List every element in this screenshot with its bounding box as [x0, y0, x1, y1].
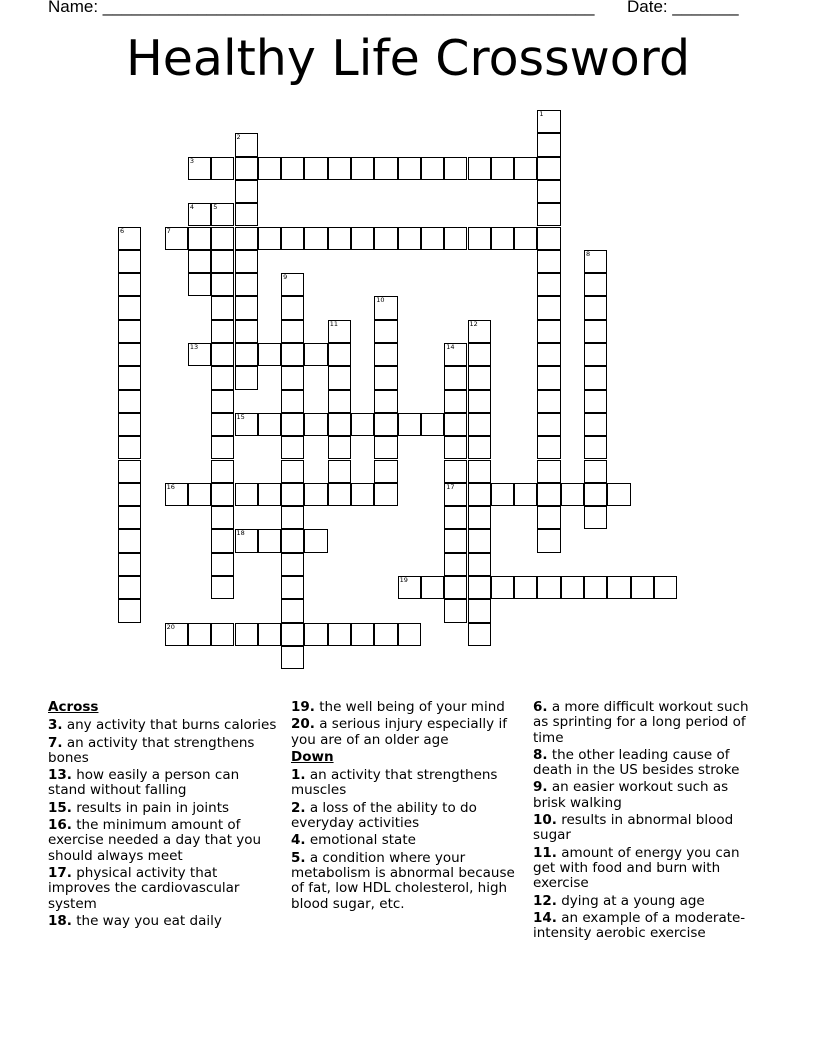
clue-number: 10. — [533, 812, 557, 829]
grid-cell[interactable] — [537, 506, 560, 529]
grid-cell[interactable] — [561, 576, 584, 599]
grid-cell[interactable] — [258, 413, 281, 436]
cell-number: 13 — [189, 343, 199, 351]
grid-cell[interactable] — [584, 273, 607, 296]
grid-cell[interactable] — [281, 273, 304, 296]
grid-cell[interactable] — [281, 157, 304, 180]
grid-cell[interactable] — [351, 413, 374, 436]
grid-cell[interactable] — [304, 343, 327, 366]
grid-cell[interactable] — [235, 366, 258, 389]
grid-cell[interactable] — [468, 157, 491, 180]
clue-number: 8. — [533, 746, 548, 763]
grid-cell[interactable] — [328, 343, 351, 366]
grid-cell[interactable] — [537, 227, 560, 250]
grid-cell[interactable] — [281, 227, 304, 250]
grid-cell[interactable] — [491, 227, 514, 250]
grid-cell[interactable] — [258, 343, 281, 366]
grid-cell[interactable] — [374, 390, 397, 413]
clue-down-12 — [533, 894, 758, 909]
grid-cell[interactable] — [654, 576, 677, 599]
clue-text: the well being of your mind — [319, 699, 505, 715]
cell-number: 4 — [189, 203, 195, 212]
cell-number: 16 — [166, 482, 175, 491]
grid-cell[interactable] — [444, 460, 467, 483]
grid-cell[interactable] — [537, 576, 560, 599]
clue-down-2 — [291, 801, 523, 832]
grid-cell[interactable] — [118, 483, 141, 506]
grid-cell[interactable] — [211, 460, 234, 483]
grid-cell[interactable] — [444, 436, 467, 459]
grid-cell[interactable] — [537, 157, 560, 180]
clue-number: 20. — [291, 716, 315, 733]
grid-cell[interactable] — [118, 599, 141, 622]
grid-cell[interactable] — [328, 227, 351, 250]
grid-cell[interactable] — [281, 553, 304, 576]
cell-number: 17 — [446, 482, 455, 491]
grid-cell[interactable] — [491, 576, 514, 599]
grid-cell[interactable] — [421, 413, 444, 436]
clue-number: 2. — [291, 799, 306, 816]
clue-number: 5. — [291, 849, 306, 866]
grid-cell[interactable] — [444, 529, 467, 552]
grid-cell[interactable] — [491, 157, 514, 180]
grid-cell[interactable] — [537, 110, 560, 133]
clue-number: 1. — [291, 767, 306, 784]
grid-cell[interactable] — [514, 227, 537, 250]
grid-cell[interactable] — [584, 320, 607, 343]
clue-number: 15. — [48, 799, 72, 816]
grid-cell[interactable] — [584, 436, 607, 459]
grid-cell[interactable] — [235, 157, 258, 180]
grid-cell[interactable] — [537, 133, 560, 156]
grid-cell[interactable] — [584, 413, 607, 436]
clue-text: the other leading cause of death in the US besides stroke — [533, 746, 740, 779]
grid-cell[interactable] — [468, 553, 491, 576]
grid-cell[interactable] — [351, 623, 374, 646]
grid-cell[interactable] — [118, 320, 141, 343]
grid-cell[interactable] — [281, 623, 304, 646]
grid-cell[interactable] — [468, 599, 491, 622]
grid-cell[interactable] — [537, 390, 560, 413]
grid-cell[interactable] — [118, 227, 141, 250]
clue-text: how easily a person can stand without falling — [48, 767, 240, 799]
grid-cell[interactable] — [374, 227, 397, 250]
grid-cell[interactable] — [118, 273, 141, 296]
grid-cell[interactable] — [444, 366, 467, 389]
grid-cell[interactable] — [188, 227, 211, 250]
clue-down-14 — [533, 911, 758, 942]
grid-cell[interactable] — [281, 506, 304, 529]
clue-down-11 — [533, 846, 758, 892]
clue-text: a condition where your metabolism is abnormal because of fat, low HDL cholesterol, high blood sugar, etc. — [291, 849, 515, 912]
clue-down-4 — [291, 833, 523, 848]
clue-down-1 — [291, 768, 523, 799]
grid-cell[interactable] — [351, 483, 374, 506]
grid-cell[interactable] — [351, 227, 374, 250]
grid-cell[interactable] — [514, 483, 537, 506]
grid-cell[interactable] — [304, 413, 327, 436]
grid-cell[interactable] — [468, 320, 491, 343]
clue-column-2 — [291, 700, 523, 914]
page-title: Healthy Life Crossword — [125, 30, 691, 87]
grid-cell[interactable] — [165, 623, 188, 646]
clue-across-18 — [48, 914, 278, 929]
grid-cell[interactable] — [444, 483, 467, 506]
cell-number: 3 — [189, 156, 195, 165]
grid-cell[interactable] — [468, 506, 491, 529]
grid-cell[interactable] — [514, 157, 537, 180]
grid-cell[interactable] — [235, 273, 258, 296]
grid-cell[interactable] — [328, 157, 351, 180]
grid-cell[interactable] — [211, 413, 234, 436]
grid-cell[interactable] — [258, 623, 281, 646]
cell-number: 15 — [236, 412, 245, 421]
grid-cell[interactable] — [537, 180, 560, 203]
clue-across-7 — [48, 736, 278, 767]
grid-cell[interactable] — [235, 529, 258, 552]
clue-number: 19. — [291, 699, 315, 715]
clue-column-1 — [48, 700, 278, 931]
grid-cell[interactable] — [281, 599, 304, 622]
clue-text: an example of a moderate-intensity aerobic exercise — [533, 909, 746, 942]
clue-number: 6. — [533, 699, 548, 715]
clue-text: results in abnormal blood sugar — [533, 812, 734, 844]
grid-cell[interactable] — [421, 157, 444, 180]
grid-cell[interactable] — [374, 413, 397, 436]
grid-cell[interactable] — [211, 227, 234, 250]
grid-cell[interactable] — [584, 506, 607, 529]
grid-cell[interactable] — [398, 157, 421, 180]
grid-cell[interactable] — [374, 460, 397, 483]
grid-cell[interactable] — [281, 576, 304, 599]
clue-text: amount of energy you can get with food and burn with exercise — [533, 844, 740, 892]
clue-text: the minimum amount of exercise needed a day that you should always meet — [48, 817, 262, 864]
grid-cell[interactable] — [211, 250, 234, 273]
grid-cell[interactable] — [165, 483, 188, 506]
clue-number: 4. — [291, 832, 306, 849]
grid-cell[interactable] — [258, 529, 281, 552]
grid-cell[interactable] — [188, 623, 211, 646]
clue-across-13 — [48, 768, 278, 799]
grid-cell[interactable] — [584, 343, 607, 366]
grid-cell[interactable] — [584, 250, 607, 273]
grid-cell[interactable] — [537, 320, 560, 343]
grid-cell[interactable] — [118, 529, 141, 552]
grid-cell[interactable] — [537, 366, 560, 389]
grid-cell[interactable] — [281, 529, 304, 552]
grid-cell[interactable] — [118, 250, 141, 273]
grid-cell[interactable] — [514, 576, 537, 599]
grid-cell[interactable] — [468, 460, 491, 483]
grid-cell[interactable] — [584, 483, 607, 506]
grid-cell[interactable] — [584, 366, 607, 389]
grid-cell[interactable] — [118, 296, 141, 319]
grid-cell[interactable] — [235, 483, 258, 506]
grid-cell[interactable] — [211, 576, 234, 599]
grid-cell[interactable] — [304, 227, 327, 250]
grid-cell[interactable] — [444, 343, 467, 366]
clue-across-3 — [48, 718, 278, 733]
grid-cell[interactable] — [328, 390, 351, 413]
clue-number: 7. — [48, 734, 63, 751]
grid-cell[interactable] — [211, 529, 234, 552]
clue-text: an activity that strengthens bones — [48, 734, 255, 766]
grid-cell[interactable] — [468, 529, 491, 552]
grid-cell[interactable] — [537, 460, 560, 483]
grid-cell[interactable] — [235, 343, 258, 366]
grid-cell[interactable] — [328, 623, 351, 646]
grid-cell[interactable] — [188, 203, 211, 226]
grid-cell[interactable] — [211, 203, 234, 226]
grid-cell[interactable] — [281, 343, 304, 366]
grid-cell[interactable] — [537, 343, 560, 366]
cell-number: 11 — [329, 319, 338, 328]
grid-cell[interactable] — [211, 320, 234, 343]
grid-cell[interactable] — [211, 483, 234, 506]
grid-cell[interactable] — [328, 320, 351, 343]
clue-number: 14. — [533, 909, 557, 926]
grid-cell[interactable] — [281, 483, 304, 506]
grid-cell[interactable] — [374, 483, 397, 506]
grid-cell[interactable] — [374, 436, 397, 459]
grid-cell[interactable] — [188, 250, 211, 273]
cell-number: 5 — [213, 203, 218, 212]
grid-cell[interactable] — [374, 296, 397, 319]
grid-cell[interactable] — [118, 553, 141, 576]
grid-cell[interactable] — [468, 366, 491, 389]
grid-cell[interactable] — [374, 343, 397, 366]
grid-cell[interactable] — [211, 273, 234, 296]
cell-number: 9 — [283, 273, 288, 282]
grid-cell[interactable] — [374, 366, 397, 389]
grid-cell[interactable] — [188, 273, 211, 296]
grid-cell[interactable] — [211, 157, 234, 180]
grid-cell[interactable] — [235, 227, 258, 250]
grid-cell[interactable] — [281, 320, 304, 343]
clue-number: 13. — [48, 767, 72, 784]
clue-number: 17. — [48, 864, 72, 881]
cell-number: 10 — [376, 296, 385, 305]
grid-cell[interactable] — [235, 320, 258, 343]
grid-cell[interactable] — [211, 343, 234, 366]
grid-cell[interactable] — [235, 413, 258, 436]
grid-cell[interactable] — [444, 506, 467, 529]
grid-cell[interactable] — [328, 483, 351, 506]
grid-cell[interactable] — [281, 366, 304, 389]
cell-number: 1 — [539, 110, 544, 118]
grid-cell[interactable] — [537, 296, 560, 319]
clue-column-3 — [533, 700, 758, 943]
clue-across-17 — [48, 866, 278, 912]
clue-number: 11. — [533, 844, 557, 861]
clue-text: a more difficult workout such as sprinting for a long period of time — [533, 699, 749, 746]
grid-cell[interactable] — [118, 436, 141, 459]
grid-cell[interactable] — [235, 203, 258, 226]
clue-number: 18. — [48, 912, 72, 929]
clue-down-8 — [533, 748, 758, 779]
grid-cell[interactable] — [211, 553, 234, 576]
grid-cell[interactable] — [118, 390, 141, 413]
grid-cell[interactable] — [537, 273, 560, 296]
name-line[interactable]: Name: ____________________________________________________ — [48, 0, 595, 16]
clue-text: a loss of the ability to do everyday activities — [291, 799, 477, 832]
grid-cell[interactable] — [398, 576, 421, 599]
grid-cell[interactable] — [235, 133, 258, 156]
cell-number: 12 — [469, 319, 478, 328]
grid-cell[interactable] — [281, 413, 304, 436]
grid-cell[interactable] — [398, 227, 421, 250]
grid-cell[interactable] — [398, 623, 421, 646]
grid-cell[interactable] — [444, 390, 467, 413]
grid-cell[interactable] — [211, 390, 234, 413]
grid-cell[interactable] — [118, 413, 141, 436]
cell-number: 19 — [399, 576, 408, 584]
grid-cell[interactable] — [561, 483, 584, 506]
clue-down-10 — [533, 813, 758, 844]
grid-cell[interactable] — [537, 483, 560, 506]
grid-cell[interactable] — [328, 413, 351, 436]
grid-cell[interactable] — [258, 227, 281, 250]
cell-number: 14 — [446, 343, 455, 351]
cell-number: 6 — [120, 226, 125, 235]
grid-cell[interactable] — [468, 413, 491, 436]
grid-cell[interactable] — [444, 157, 467, 180]
grid-cell[interactable] — [281, 436, 304, 459]
grid-cell[interactable] — [304, 623, 327, 646]
grid-cell[interactable] — [444, 599, 467, 622]
clue-down-9 — [533, 780, 758, 811]
grid-cell[interactable] — [607, 576, 630, 599]
grid-cell[interactable] — [444, 576, 467, 599]
grid-cell[interactable] — [118, 506, 141, 529]
grid-cell[interactable] — [281, 296, 304, 319]
grid-cell[interactable] — [537, 250, 560, 273]
grid-cell[interactable] — [258, 483, 281, 506]
grid-cell[interactable] — [118, 576, 141, 599]
grid-cell[interactable] — [491, 483, 514, 506]
cell-number: 18 — [236, 529, 245, 538]
clue-down-6 — [533, 700, 758, 746]
clue-text: results in pain in joints — [76, 799, 230, 816]
cell-number: 8 — [586, 249, 591, 258]
grid-cell[interactable] — [468, 390, 491, 413]
grid-cell[interactable] — [468, 483, 491, 506]
clue-text: a serious injury especially if you are of an older age — [291, 716, 507, 748]
across-heading: Across — [48, 699, 99, 715]
clue-text: emotional state — [309, 832, 416, 849]
grid-cell[interactable] — [537, 529, 560, 552]
grid-cell[interactable] — [631, 576, 654, 599]
clue-number: 12. — [533, 892, 557, 909]
grid-cell[interactable] — [537, 436, 560, 459]
date-line[interactable]: Date: _______ — [627, 0, 739, 16]
grid-cell[interactable] — [188, 483, 211, 506]
grid-cell[interactable] — [537, 203, 560, 226]
clue-across-20 — [291, 717, 523, 748]
clue-text: an easier workout such as brisk walking — [533, 779, 729, 811]
clue-down-5 — [291, 851, 523, 912]
grid-cell[interactable] — [351, 157, 374, 180]
grid-cell[interactable] — [444, 413, 467, 436]
clue-across-15 — [48, 801, 278, 816]
grid-cell[interactable] — [468, 227, 491, 250]
grid-cell[interactable] — [118, 460, 141, 483]
clue-number: 3. — [48, 717, 63, 734]
cell-number: 20 — [166, 622, 175, 631]
clue-text: an activity that strengthens muscles — [291, 767, 498, 799]
grid-cell[interactable] — [211, 296, 234, 319]
grid-cell[interactable] — [118, 343, 141, 366]
grid-cell[interactable] — [235, 296, 258, 319]
clue-across-19 — [291, 700, 523, 715]
grid-cell[interactable] — [118, 366, 141, 389]
grid-cell[interactable] — [211, 506, 234, 529]
grid-cell[interactable] — [188, 343, 211, 366]
grid-cell[interactable] — [235, 250, 258, 273]
clue-text: dying at a young age — [561, 892, 705, 909]
grid-cell[interactable] — [211, 436, 234, 459]
grid-cell[interactable] — [281, 460, 304, 483]
grid-cell[interactable] — [374, 157, 397, 180]
grid-cell[interactable] — [328, 460, 351, 483]
grid-cell[interactable] — [468, 576, 491, 599]
grid-cell[interactable] — [468, 436, 491, 459]
grid-cell[interactable] — [468, 623, 491, 646]
grid-cell[interactable] — [211, 366, 234, 389]
down-heading: Down — [291, 748, 334, 765]
grid-cell[interactable] — [584, 296, 607, 319]
grid-cell[interactable] — [304, 157, 327, 180]
grid-cell[interactable] — [421, 227, 444, 250]
grid-cell[interactable] — [607, 483, 630, 506]
grid-cell[interactable] — [235, 180, 258, 203]
cell-number: 2 — [236, 133, 241, 142]
clue-text: physical activity that improves the cardiovascular system — [48, 864, 240, 912]
grid-cell[interactable] — [165, 227, 188, 250]
clue-number: 16. — [48, 817, 72, 834]
grid-cell[interactable] — [328, 366, 351, 389]
grid-cell[interactable] — [398, 413, 421, 436]
grid-cell[interactable] — [304, 529, 327, 552]
grid-cell[interactable] — [584, 576, 607, 599]
grid-cell[interactable] — [304, 483, 327, 506]
grid-cell[interactable] — [374, 320, 397, 343]
grid-cell[interactable] — [235, 623, 258, 646]
grid-cell[interactable] — [281, 646, 304, 669]
grid-cell[interactable] — [328, 436, 351, 459]
clue-number: 9. — [533, 779, 548, 796]
grid-cell[interactable] — [584, 460, 607, 483]
grid-cell[interactable] — [444, 553, 467, 576]
grid-cell[interactable] — [211, 623, 234, 646]
clue-across-16 — [48, 818, 278, 864]
grid-cell[interactable] — [468, 343, 491, 366]
grid-cell[interactable] — [281, 390, 304, 413]
clue-text: the way you eat daily — [76, 912, 222, 929]
grid-cell[interactable] — [258, 157, 281, 180]
grid-cell[interactable] — [374, 623, 397, 646]
grid-cell[interactable] — [537, 413, 560, 436]
grid-cell[interactable] — [444, 227, 467, 250]
grid-cell[interactable] — [421, 576, 444, 599]
grid-cell[interactable] — [584, 390, 607, 413]
grid-cell[interactable] — [188, 157, 211, 180]
cell-number: 7 — [166, 226, 171, 235]
clue-text: any activity that burns calories — [66, 717, 277, 734]
